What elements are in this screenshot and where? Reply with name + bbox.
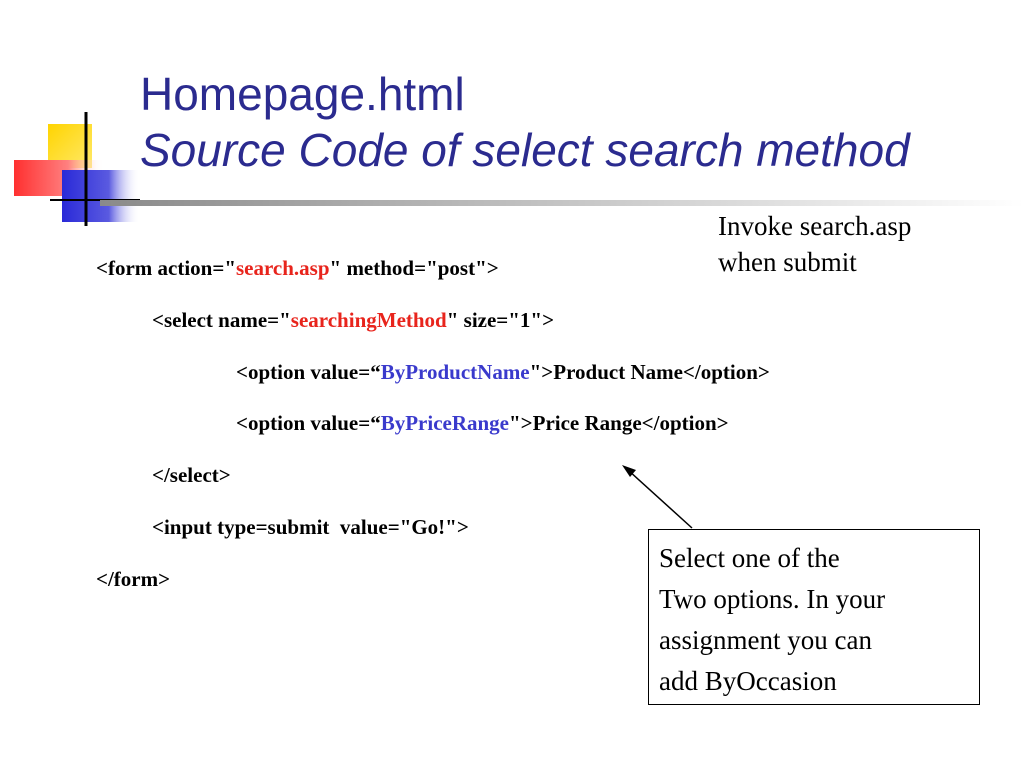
note-invoke [718, 208, 911, 280]
code-line-input: <input type=submit value="Go!"> [152, 515, 469, 539]
code-line-select-close: </select> [152, 463, 231, 487]
code-value-action: search.asp [235, 256, 330, 280]
title-line-1: Homepage.html [140, 68, 465, 120]
callout-line-4: add ByOccasion [659, 666, 837, 696]
code-line-option-price: <option value=“ByPriceRange">Price Range</option> [236, 411, 729, 435]
code-line-option-product: <option value=“ByProductName">Product Name</option> [236, 360, 770, 384]
title-line-2: Source Code of select search method [140, 124, 910, 176]
code-line-select: <select name="searchingMethod" size="1"> [152, 308, 555, 332]
callout-line-2: Two options. In your [659, 584, 886, 614]
page-title [140, 64, 910, 176]
code-line-form-close: </form> [96, 567, 171, 591]
note-invoke-line-2: when submit [718, 247, 857, 277]
code-value-name: searchingMethod [290, 308, 447, 332]
note-invoke-line-1: Invoke search.asp [718, 211, 912, 241]
code-value-by-price-range: ByPriceRange [380, 411, 509, 435]
slide-logo-icon [0, 0, 140, 230]
callout-box [648, 529, 980, 705]
callout-line-1: Select one of the [659, 543, 840, 573]
code-line-form: <form action="search.asp" method="post"> [96, 256, 499, 280]
code-value-by-product-name: ByProductName [380, 360, 530, 384]
callout-line-3: assignment you can [659, 625, 872, 655]
